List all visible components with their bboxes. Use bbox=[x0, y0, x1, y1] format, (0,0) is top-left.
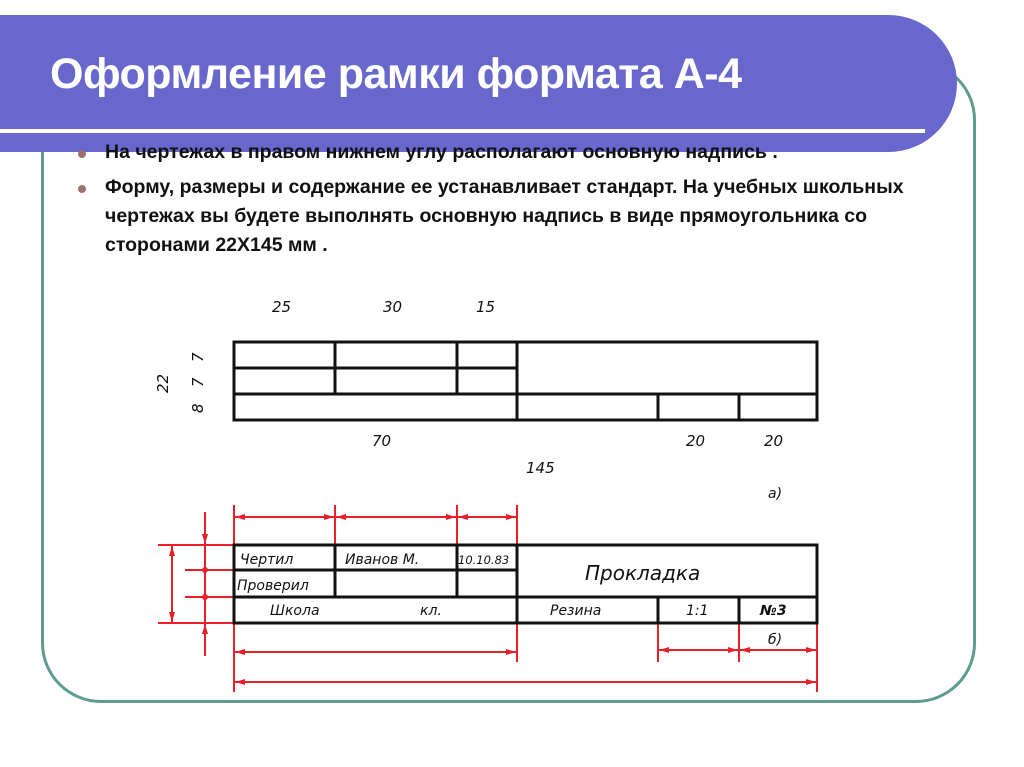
title-block-outline bbox=[234, 545, 817, 623]
sheet-number: №3 bbox=[760, 603, 787, 619]
dim-7b: 7 bbox=[189, 377, 207, 387]
class: кл. bbox=[420, 603, 442, 619]
dim-22: 22 bbox=[154, 373, 172, 393]
bullet-text: Форму, размеры и содержание ее устанавливает стандарт. На учебных школьных чертежах вы будете выполнять основную надпись в виде прямоугольника со сторонами 22Х145 мм . bbox=[105, 176, 904, 256]
dim-20b: 20 bbox=[764, 432, 784, 450]
date: 10.10.83 bbox=[458, 553, 510, 567]
drawn-by-name: Иванов М. bbox=[345, 552, 420, 568]
dim-8: 8 bbox=[189, 403, 207, 413]
diagram-a-dims bbox=[154, 298, 783, 502]
label-a: а) bbox=[768, 486, 783, 502]
dim-145: 145 bbox=[526, 459, 555, 477]
dim-7a: 7 bbox=[189, 352, 207, 362]
checked-label: Проверил bbox=[237, 578, 309, 594]
diagram-b-text bbox=[237, 552, 787, 648]
school: Школа bbox=[270, 603, 320, 619]
diagram-a bbox=[234, 342, 817, 420]
drawn-by-label: Чертил bbox=[240, 552, 294, 568]
dim-25: 25 bbox=[272, 298, 292, 316]
dimension-dot bbox=[202, 594, 208, 600]
diagram-b bbox=[234, 545, 817, 623]
dimension-dot bbox=[202, 567, 208, 573]
slide-title: Оформление рамки формата А-4 bbox=[50, 50, 742, 98]
dim-15: 15 bbox=[476, 298, 496, 316]
dim-30: 30 bbox=[383, 298, 403, 316]
title-block-outline bbox=[234, 342, 817, 420]
dim-20a: 20 bbox=[686, 432, 706, 450]
material: Резина bbox=[550, 603, 602, 619]
scale: 1:1 bbox=[686, 603, 709, 619]
label-b: б) bbox=[768, 632, 783, 648]
part-name: Прокладка bbox=[585, 561, 701, 585]
bullet-text: На чертежах в правом нижнем углу располагают основную надпись . bbox=[105, 141, 778, 163]
dim-70: 70 bbox=[372, 432, 392, 450]
